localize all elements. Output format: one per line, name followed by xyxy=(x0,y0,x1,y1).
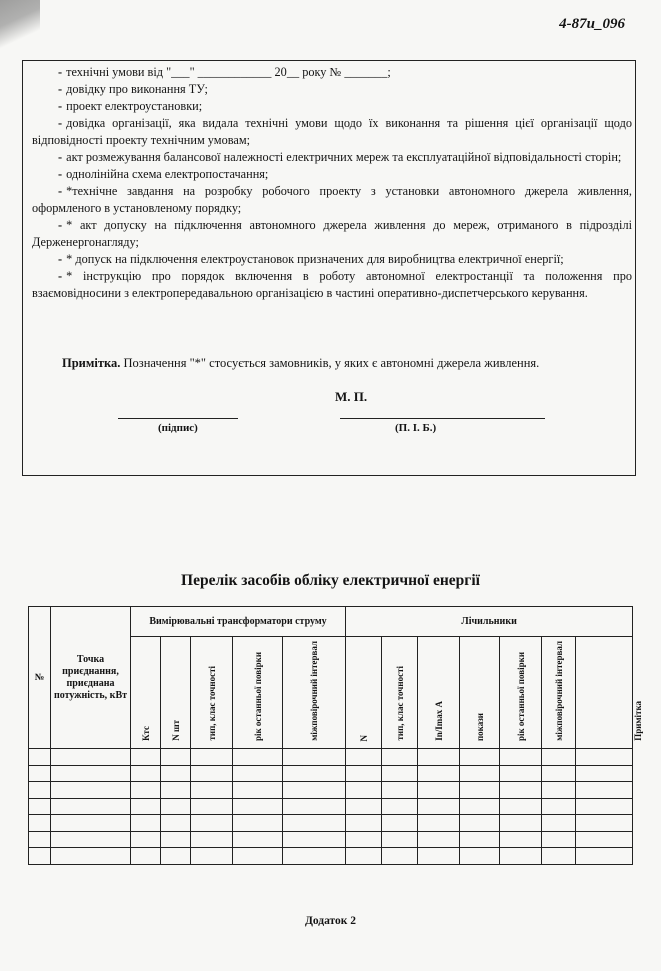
col-meter-interval: міжповірочний інтервал xyxy=(542,637,576,749)
signature-caption: (підпис) xyxy=(158,422,198,434)
group-meters: Лічильники xyxy=(346,607,633,637)
table-cell[interactable] xyxy=(460,782,500,799)
table-cell[interactable] xyxy=(576,765,633,782)
table-cell[interactable] xyxy=(161,749,191,766)
table-row xyxy=(29,749,633,766)
table-cell[interactable] xyxy=(500,749,542,766)
table-cell[interactable] xyxy=(382,815,418,832)
table-cell[interactable] xyxy=(191,765,233,782)
col-meter-extra xyxy=(576,637,633,749)
table-cell[interactable] xyxy=(131,798,161,815)
table-cell[interactable] xyxy=(542,749,576,766)
table-cell[interactable] xyxy=(51,831,131,848)
table-cell[interactable] xyxy=(283,815,346,832)
table-cell[interactable] xyxy=(346,798,382,815)
table-cell[interactable] xyxy=(131,749,161,766)
document-code: 4-87и_096 xyxy=(559,16,625,32)
table-cell[interactable] xyxy=(418,815,460,832)
table-row xyxy=(29,815,633,832)
table-cell[interactable] xyxy=(346,815,382,832)
table-cell[interactable] xyxy=(283,831,346,848)
col-meter-n: N xyxy=(346,637,382,749)
list-item: - *технічне завдання на розробку робочого проекту з установки автономного джерела живлення, оформленого в установленому порядку; xyxy=(32,184,632,215)
list-item: - довідку про виконання ТУ; xyxy=(58,82,208,96)
note xyxy=(62,356,539,371)
table-cell[interactable] xyxy=(51,782,131,799)
table-cell[interactable] xyxy=(283,848,346,865)
table-cell[interactable] xyxy=(460,749,500,766)
table-cell[interactable] xyxy=(346,765,382,782)
stamp-place: М. П. xyxy=(335,389,368,404)
table-cell[interactable] xyxy=(346,848,382,865)
table-cell[interactable] xyxy=(382,782,418,799)
table-cell[interactable] xyxy=(233,848,283,865)
table-cell[interactable] xyxy=(576,831,633,848)
list-item: - * акт допуску на підключення автономного джерела живлення до мереж, отриманого в підрозділі Держенергонагляду; xyxy=(32,218,632,249)
table-cell[interactable] xyxy=(418,749,460,766)
name-caption: (П. І. Б.) xyxy=(395,422,437,434)
col-meter-type: тип, клас точності xyxy=(382,637,418,749)
table-cell[interactable] xyxy=(283,765,346,782)
table-cell[interactable] xyxy=(382,765,418,782)
table-cell[interactable] xyxy=(161,848,191,865)
table-row xyxy=(29,782,633,799)
table-cell[interactable] xyxy=(576,798,633,815)
table-cell[interactable] xyxy=(161,782,191,799)
table-cell[interactable] xyxy=(418,848,460,865)
table-cell[interactable] xyxy=(51,848,131,865)
col-meter-current: Іn/Іmax А xyxy=(418,637,460,749)
table-cell[interactable] xyxy=(233,831,283,848)
col-meter-check: рік останньої повірки xyxy=(500,637,542,749)
table-row xyxy=(29,848,633,865)
table-cell[interactable] xyxy=(29,831,51,848)
note-text: Позначення "*" стосується замовників, у яких є автономні джерела живлення. xyxy=(120,356,540,370)
table-cell[interactable] xyxy=(29,848,51,865)
signature-line xyxy=(118,418,238,419)
table-cell[interactable] xyxy=(233,815,283,832)
table-cell[interactable] xyxy=(542,765,576,782)
table-cell[interactable] xyxy=(191,848,233,865)
table-cell[interactable] xyxy=(346,782,382,799)
col-kts: Ктс xyxy=(131,637,161,749)
documents-list xyxy=(32,64,632,302)
table-cell[interactable] xyxy=(542,815,576,832)
col-point: Точка приєднання, приєднана потужність, кВт xyxy=(51,607,131,749)
table-row xyxy=(29,798,633,815)
table-cell[interactable] xyxy=(191,798,233,815)
table-cell[interactable] xyxy=(51,815,131,832)
table-cell[interactable] xyxy=(542,848,576,865)
blank-rows xyxy=(29,749,633,865)
table-cell[interactable] xyxy=(283,798,346,815)
table-cell[interactable] xyxy=(418,782,460,799)
list-item: - * допуск на підключення електроустановок призначених для виробництва електричної енергії; xyxy=(58,252,564,266)
table-cell[interactable] xyxy=(382,831,418,848)
list-item: - акт розмежування балансової належності електричних мереж та експлуатаційної відповідальності сторін; xyxy=(58,150,622,164)
list-item: - технічні умови від "___" ____________ 20__ року № _______; xyxy=(58,65,391,79)
table-cell[interactable] xyxy=(131,831,161,848)
table-cell[interactable] xyxy=(576,815,633,832)
table-cell[interactable] xyxy=(576,749,633,766)
table-cell[interactable] xyxy=(29,798,51,815)
table-cell[interactable] xyxy=(382,749,418,766)
table-cell[interactable] xyxy=(131,815,161,832)
table-cell[interactable] xyxy=(460,765,500,782)
table-cell[interactable] xyxy=(29,749,51,766)
table-cell[interactable] xyxy=(29,815,51,832)
col-n-pcs: N шт xyxy=(161,637,191,749)
table-cell[interactable] xyxy=(131,782,161,799)
table-cell[interactable] xyxy=(576,782,633,799)
col-last-check: рік останньої повірки xyxy=(233,637,283,749)
table-cell[interactable] xyxy=(191,749,233,766)
table-cell[interactable] xyxy=(500,831,542,848)
table-cell[interactable] xyxy=(233,782,283,799)
table-title: Перелік засобів обліку електричної енергії xyxy=(181,572,480,589)
name-line xyxy=(340,418,545,419)
note-label: Примітка. xyxy=(62,356,121,370)
table-cell[interactable] xyxy=(51,749,131,766)
list-item: - однолінійна схема електропостачання; xyxy=(58,167,269,181)
table-cell[interactable] xyxy=(500,798,542,815)
table-cell[interactable] xyxy=(500,815,542,832)
table-cell[interactable] xyxy=(382,848,418,865)
metering-table: № Точка приєднання, приєднана потужність, кВт Вимірювальні трансформатори струму Лічильники Примітка Ктс N шт тип, клас точності рік останньої повірки міжповірочний інтервал N тип, клас точності Іn/Іmax А покази рік останньої повірки міжповірочний інтервал xyxy=(28,606,633,865)
table-cell[interactable] xyxy=(542,798,576,815)
table-cell[interactable] xyxy=(161,765,191,782)
table-cell[interactable] xyxy=(418,798,460,815)
table-cell[interactable] xyxy=(161,831,191,848)
col-type-class: тип, клас точності xyxy=(191,637,233,749)
table-cell[interactable] xyxy=(131,765,161,782)
table-cell[interactable] xyxy=(233,798,283,815)
table-cell[interactable] xyxy=(460,831,500,848)
table-cell[interactable] xyxy=(233,765,283,782)
list-item: - довідка організації, яка видала технічні умови щодо їх виконання та рішення цієї організації щодо відповідності проекту технічним умовам; xyxy=(32,116,632,147)
group-transformers: Вимірювальні трансформатори струму xyxy=(131,607,346,637)
col-no: № xyxy=(29,607,51,749)
table-cell[interactable] xyxy=(233,749,283,766)
table-cell[interactable] xyxy=(460,815,500,832)
table-cell[interactable] xyxy=(500,765,542,782)
table-cell[interactable] xyxy=(382,798,418,815)
table-row xyxy=(29,765,633,782)
table-cell[interactable] xyxy=(161,798,191,815)
table-cell[interactable] xyxy=(29,782,51,799)
table-cell[interactable] xyxy=(542,831,576,848)
table-cell[interactable] xyxy=(191,815,233,832)
table-cell[interactable] xyxy=(500,782,542,799)
table-cell[interactable] xyxy=(29,765,51,782)
table-cell[interactable] xyxy=(51,765,131,782)
table-cell[interactable] xyxy=(576,848,633,865)
list-item: - * інструкцію про порядок включення в роботу автономної електростанції та положення про взаємовідносини з електропередавальною організацією в частині оперативно-диспетчерського керування. xyxy=(32,269,632,300)
table-cell[interactable] xyxy=(460,798,500,815)
appendix-label: Додаток 2 xyxy=(304,915,357,927)
table-row xyxy=(29,831,633,848)
table-cell[interactable] xyxy=(283,749,346,766)
table-cell[interactable] xyxy=(346,749,382,766)
table-cell[interactable] xyxy=(418,765,460,782)
list-item: - проект електроустановки; xyxy=(58,99,203,113)
table-cell[interactable] xyxy=(460,848,500,865)
table-cell[interactable] xyxy=(191,831,233,848)
col-interval: міжповірочний інтервал xyxy=(283,637,346,749)
table-cell[interactable] xyxy=(283,782,346,799)
table-cell[interactable] xyxy=(131,848,161,865)
col-readings: покази xyxy=(460,637,500,749)
table-cell[interactable] xyxy=(418,831,460,848)
table-cell[interactable] xyxy=(346,831,382,848)
table-cell[interactable] xyxy=(51,798,131,815)
table-cell[interactable] xyxy=(161,815,191,832)
table-cell[interactable] xyxy=(191,782,233,799)
table-cell[interactable] xyxy=(542,782,576,799)
table-cell[interactable] xyxy=(500,848,542,865)
